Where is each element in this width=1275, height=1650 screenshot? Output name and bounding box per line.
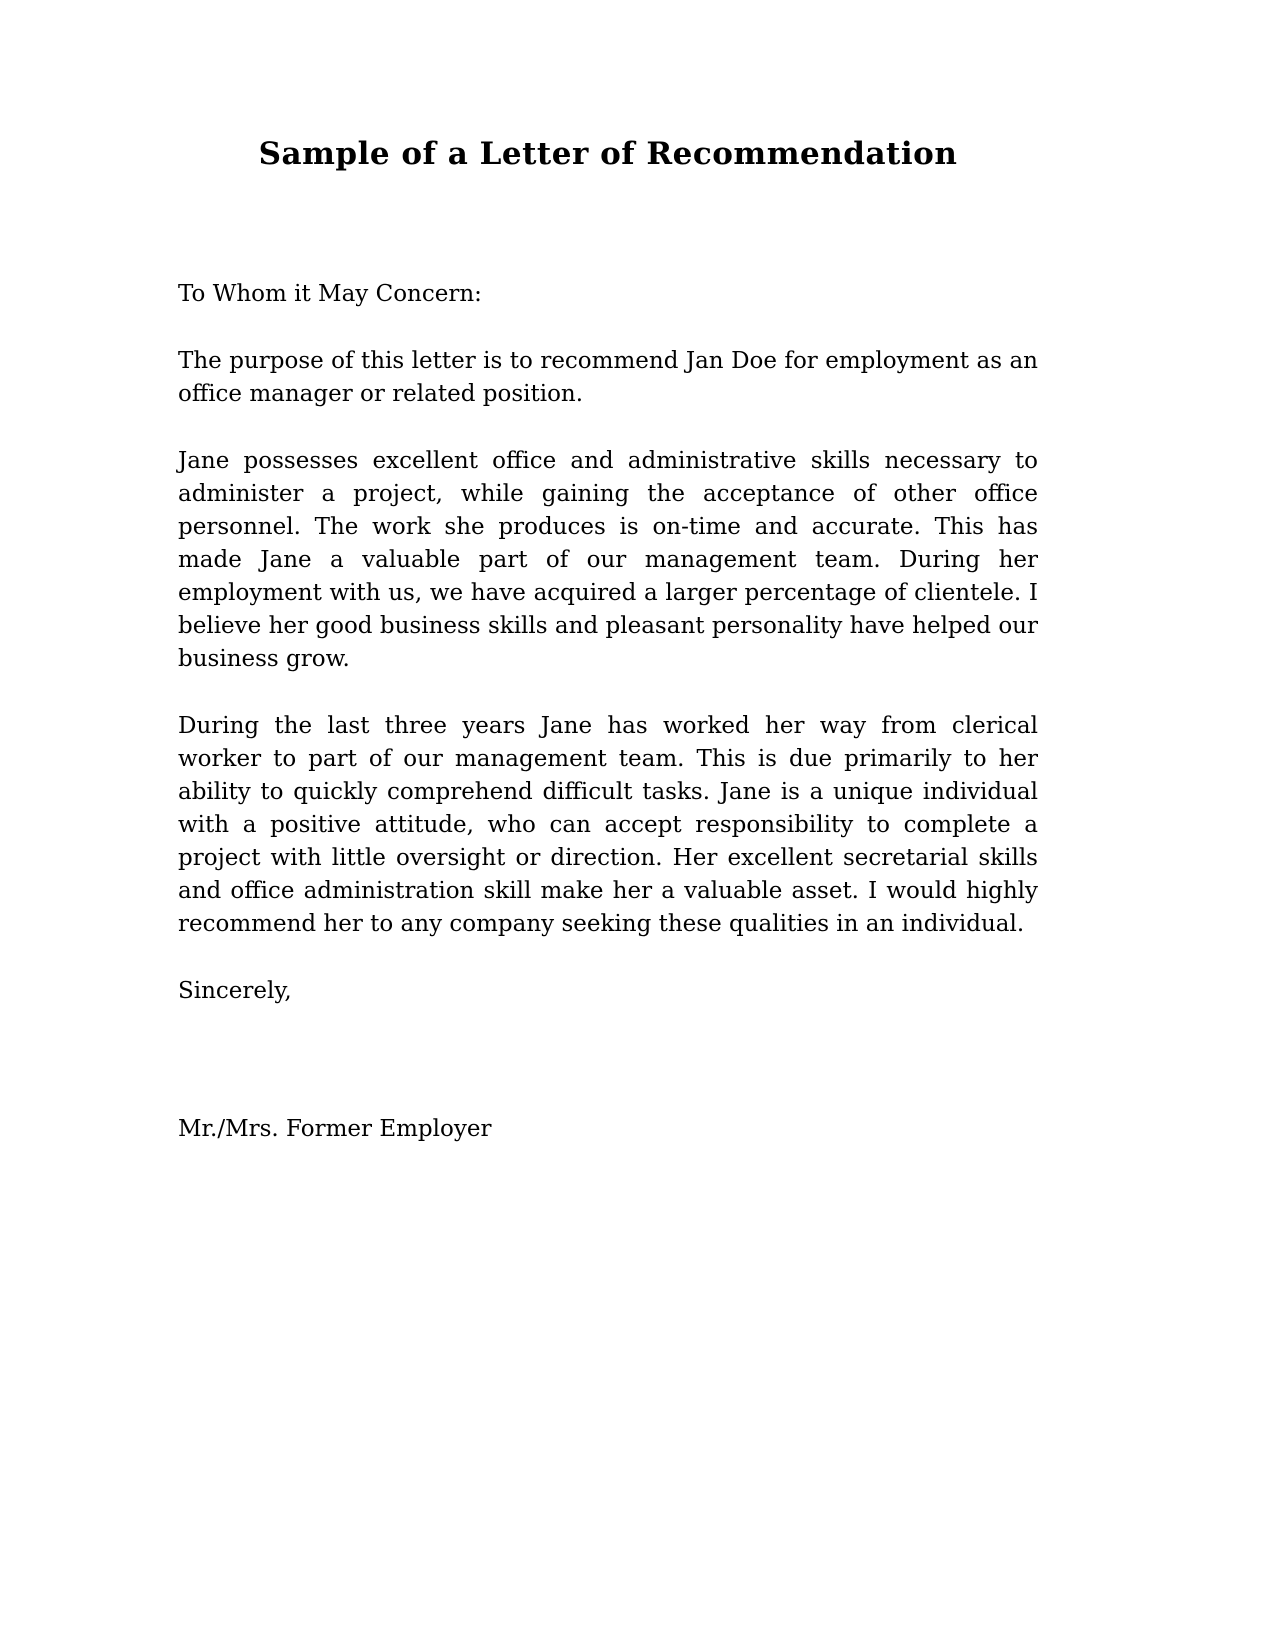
salutation: To Whom it May Concern: [178, 281, 482, 307]
paragraph-skills: Jane possesses excellent office and administrative skills necessary to administer a project, while gaining the acceptance of other office personnel. The work she produces is on-time and accurate. This has made Jane a valuable part of our management team. During her employment with us, we have acquired a larger percentage of clientele. I believe her good business skills and pleasant personality have helped our business grow. [178, 448, 1038, 672]
letter-content [178, 136, 1038, 1146]
closing: Sincerely, [178, 978, 292, 1004]
paragraph-history: During the last three years Jane has worked her way from clerical worker to part of our management team. This is due primarily to her ability to quickly comprehend difficult tasks. Jane is a unique individual with a positive attitude, who can accept responsibility to complete a project with little oversight or direction. Her excellent secretarial skills and office administration skill make her a valuable asset. I would highly recommend her to any company seeking these qualities in an individual. [178, 713, 1038, 937]
paragraph-purpose: The purpose of this letter is to recommend Jan Doe for employment as an office manager or related position. [178, 348, 1038, 407]
signature-name: Mr./Mrs. Former Employer [178, 1116, 492, 1142]
page-title: Sample of a Letter of Recommendation [258, 136, 958, 172]
